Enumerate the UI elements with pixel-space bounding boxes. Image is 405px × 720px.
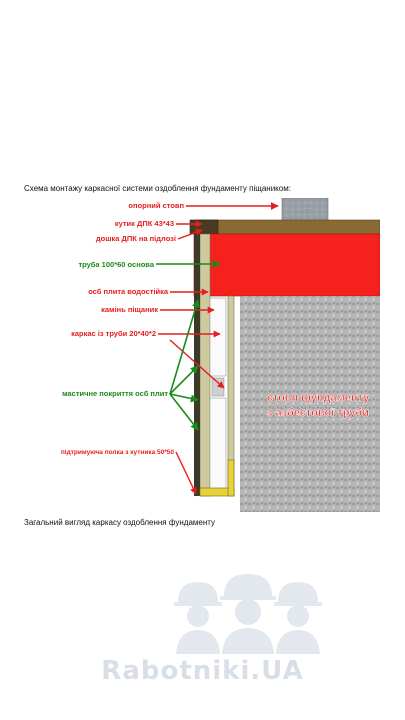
caption-bottom: Загальний вигляд каркасу оздоблення фундаменту <box>24 518 216 527</box>
label-foundation-column-line1: стовп фундаменту <box>266 392 370 404</box>
label-tube-frame: каркас із труби 20*40*2 <box>71 329 156 338</box>
label-wpc-angle: кутик ДПК 43*43 <box>114 219 174 228</box>
caption-top: Схема монтажу каркасної системи оздоблення фундаменту піщаником: <box>24 184 291 193</box>
support-shelf-flange <box>228 460 234 496</box>
watermark-text: Rabotniki.UA <box>101 656 304 686</box>
label-support-post: опорний стовп <box>128 201 184 210</box>
label-floor-board: дошка ДПК на підлозі <box>95 234 176 243</box>
sandstone-panel <box>210 398 226 490</box>
foundation-column <box>240 296 380 512</box>
workers-logo-icon <box>168 572 328 654</box>
label-mastic-coating: мастичне покриття осб плит <box>62 389 168 398</box>
label-foundation-column-line2: з азбестової труби <box>267 407 369 419</box>
foundation-diagram <box>24 198 380 512</box>
label-sandstone: камінь піщаник <box>101 305 158 314</box>
base-beam <box>194 234 380 296</box>
floor-board <box>194 220 380 234</box>
frame-tube-outer <box>200 234 210 496</box>
label-support-shelf: підтримуюча полка з кутника 50*50 <box>60 449 174 456</box>
wpc-angle <box>190 220 218 234</box>
label-base-pipe: труба 100*60 основа <box>78 260 154 269</box>
label-osb-plate: осб плита водостійка <box>88 287 168 296</box>
